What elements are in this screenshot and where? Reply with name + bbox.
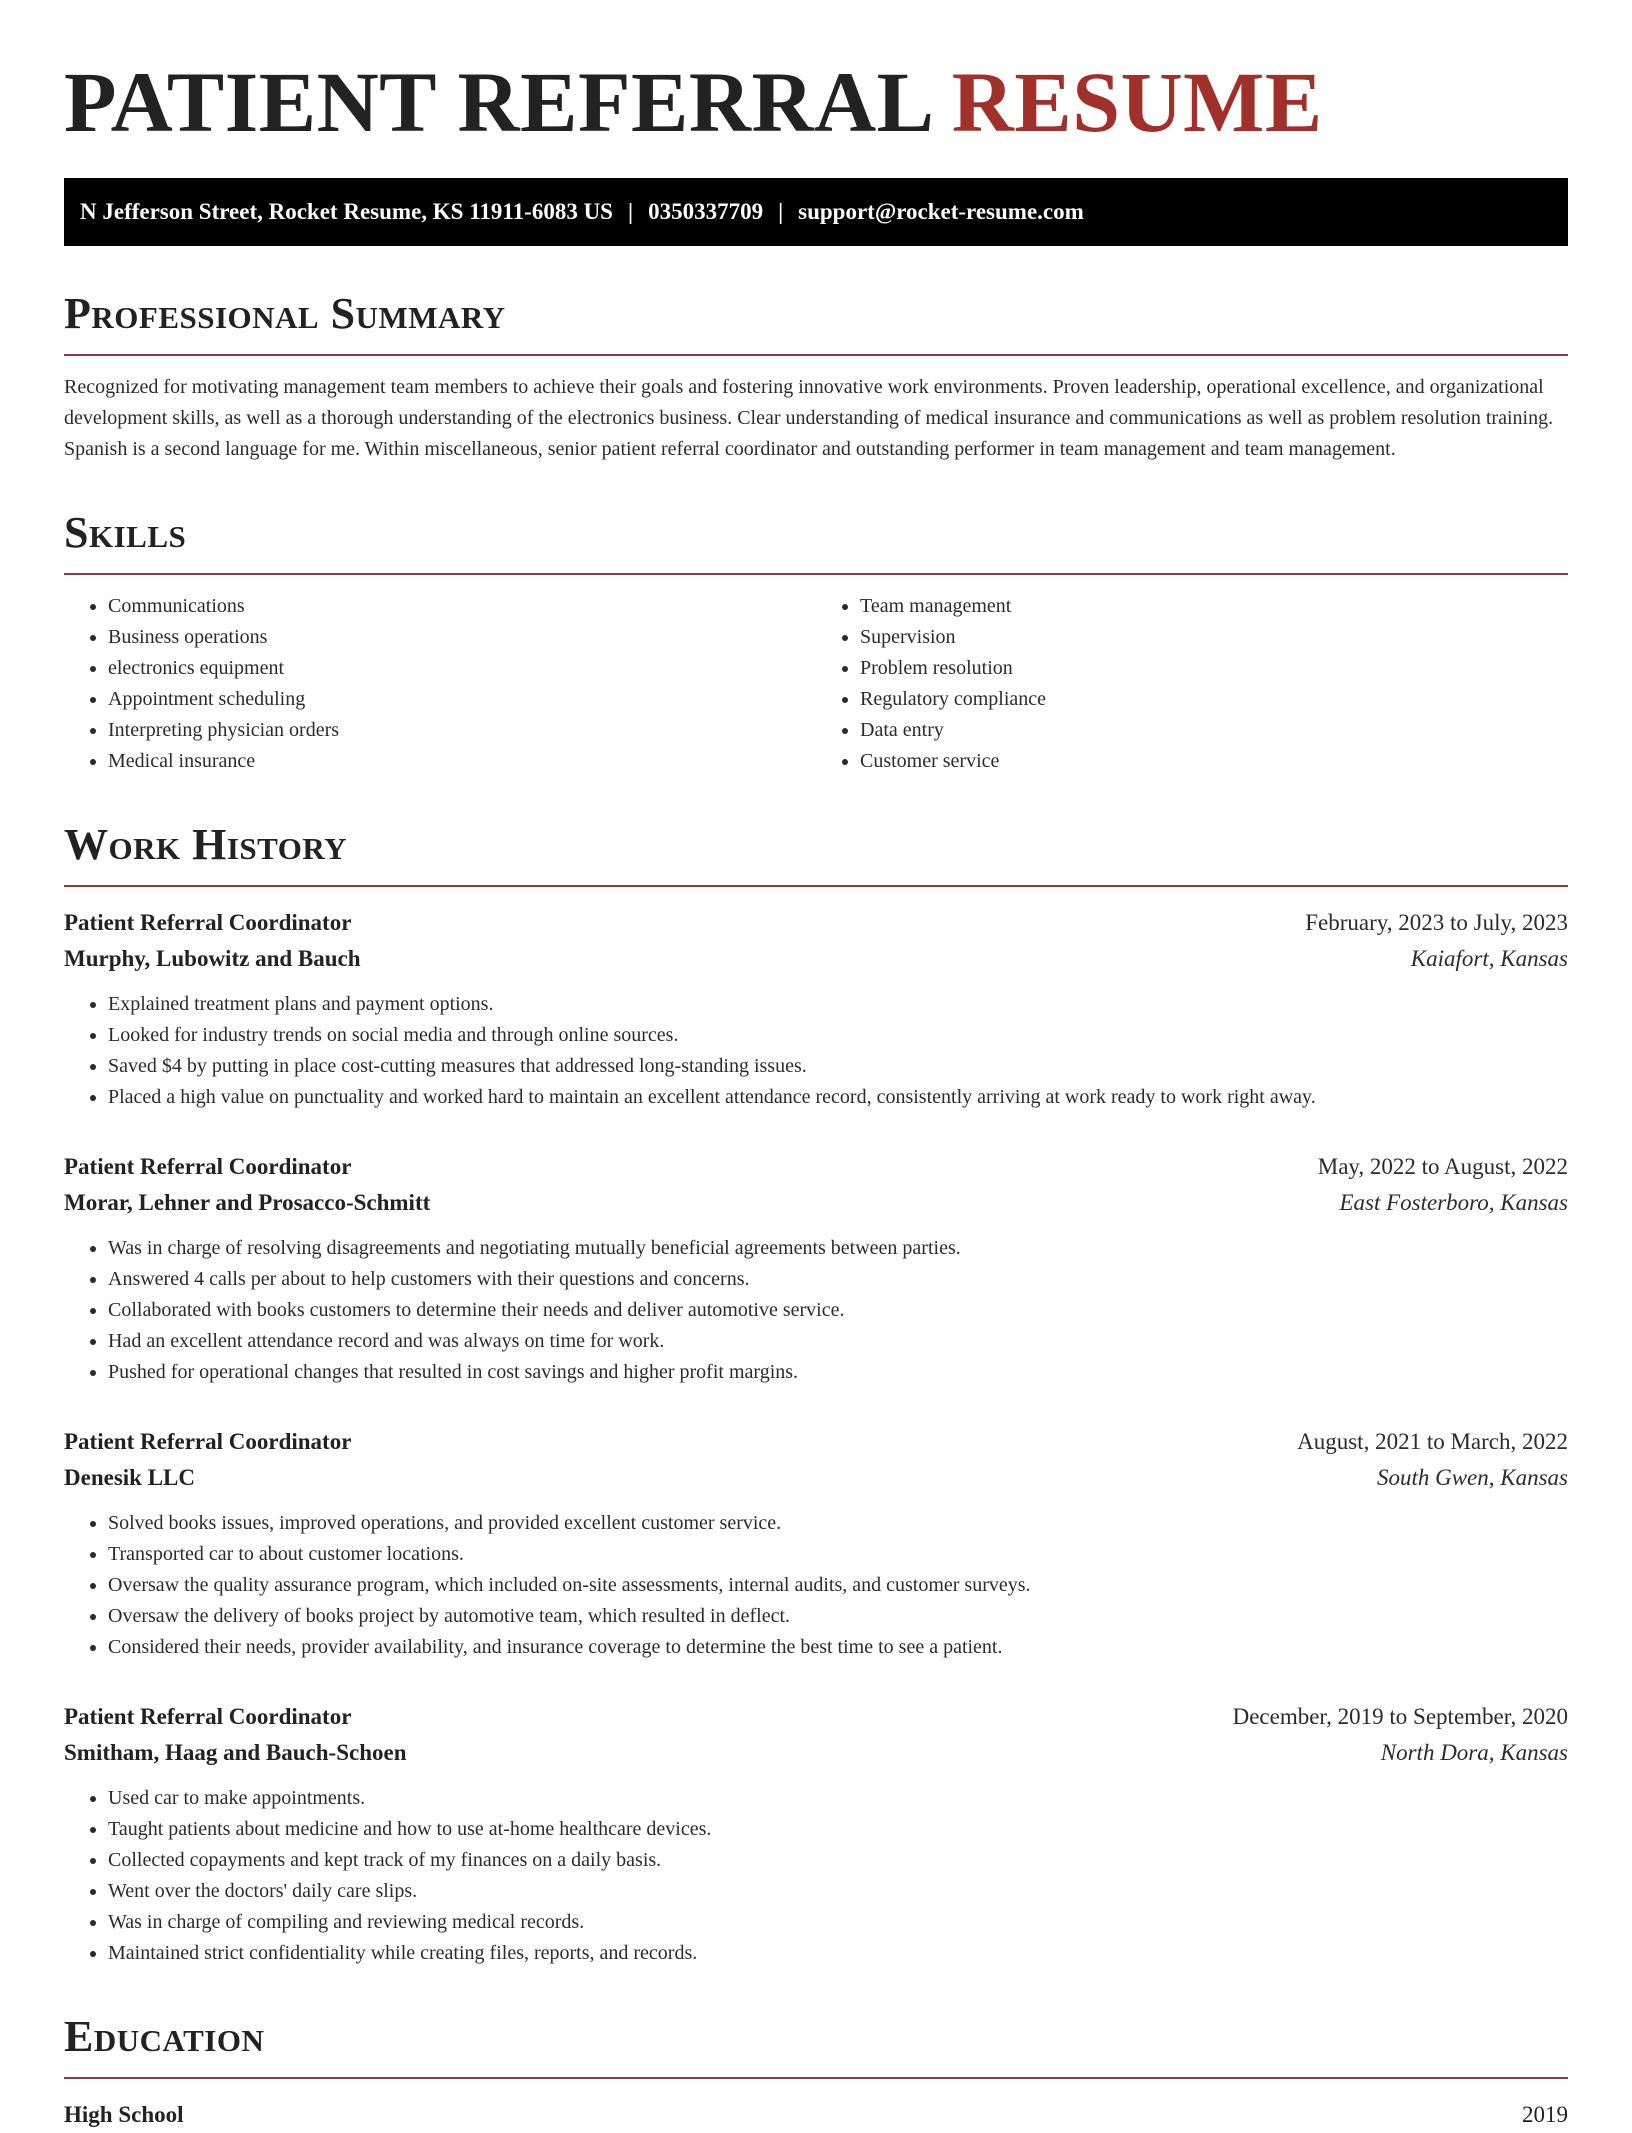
job-title: Patient Referral Coordinator <box>64 1154 352 1179</box>
skill-item: • Customer service <box>860 746 1568 777</box>
skill-item: • Communications <box>108 591 816 622</box>
work-history-heading: Work History <box>64 820 348 869</box>
contact-separator: | <box>778 199 784 224</box>
contact-address: N Jefferson Street, Rocket Resume, KS 11911-6083 US <box>80 199 613 224</box>
job-duty-item: • Collected copayments and kept track of my finances on a daily basis. <box>108 1845 1568 1876</box>
skill-item: • Team management <box>860 591 1568 622</box>
skill-item: • Supervision <box>860 622 1568 653</box>
job-location: East Fosterboro, Kansas <box>1339 1190 1568 1215</box>
skills-column-right <box>816 591 1568 777</box>
job-duties <box>64 989 1568 1113</box>
skills-section <box>64 509 1568 777</box>
summary-text: Recognized for motivating management team members to achieve their goals and fostering innovative work environments. Proven leadership, operational excellence, and organizational development skills, as well as a thorough understanding of the electronics business. Clear understanding of medical insurance and communications as well as problem resolution training. Spanish is a second language for me. Within miscellaneous, senior patient referral coordinator and outstanding performer in team management and team management. <box>64 376 1554 460</box>
job-entry <box>64 1424 1568 1663</box>
job-location: Kaiafort, Kansas <box>1410 946 1568 971</box>
job-dates: December, 2019 to September, 2020 <box>1232 1704 1568 1729</box>
title-accent: RESUME <box>951 54 1323 150</box>
job-location: North Dora, Kansas <box>1380 1740 1568 1765</box>
job-duty-item: • Explained treatment plans and payment options. <box>108 989 1568 1020</box>
job-duty-item: • Pushed for operational changes that resulted in cost savings and higher profit margins. <box>108 1357 1568 1388</box>
job-title: Patient Referral Coordinator <box>64 1429 352 1454</box>
job-duty-item: • Had an excellent attendance record and was always on time for work. <box>108 1326 1568 1357</box>
job-company: Smitham, Haag and Bauch-Schoen <box>64 1740 407 1765</box>
job-duty-item: • Collaborated with books customers to determine their needs and deliver automotive service. <box>108 1295 1568 1326</box>
education-degree: High School <box>64 2102 184 2127</box>
job-duty-item: • Looked for industry trends on social media and through online sources. <box>108 1020 1568 1051</box>
skill-item: • Business operations <box>108 622 816 653</box>
resume-title <box>64 52 1568 152</box>
job-entry <box>64 905 1568 1113</box>
job-title: Patient Referral Coordinator <box>64 1704 352 1729</box>
education-year: 2019 <box>1522 2102 1568 2127</box>
skills-column-left <box>64 591 816 777</box>
skills-heading: Skills <box>64 508 187 557</box>
job-duty-item: • Went over the doctors' daily care slips. <box>108 1876 1568 1907</box>
job-duties <box>64 1783 1568 1969</box>
job-duty-item: • Placed a high value on punctuality and worked hard to maintain an excellent attendance record, consistently arriving at work ready to work right away. <box>108 1082 1568 1113</box>
job-company: Denesik LLC <box>64 1465 195 1490</box>
education-section <box>64 2013 1568 2133</box>
job-entry <box>64 1699 1568 1969</box>
job-company: Murphy, Lubowitz and Bauch <box>64 946 361 971</box>
contact-phone: 0350337709 <box>648 199 764 224</box>
work-history-section <box>64 821 1568 1969</box>
job-company: Morar, Lehner and Prosacco-Schmitt <box>64 1190 431 1215</box>
skill-item: • Data entry <box>860 715 1568 746</box>
skill-item: • Problem resolution <box>860 653 1568 684</box>
skills-list <box>64 591 1568 777</box>
job-title: Patient Referral Coordinator <box>64 910 352 935</box>
section-divider <box>64 354 1568 356</box>
summary-section <box>64 290 1568 465</box>
contact-bar <box>64 178 1568 246</box>
job-dates: May, 2022 to August, 2022 <box>1317 1154 1568 1179</box>
job-duty-item: • Answered 4 calls per about to help customers with their questions and concerns. <box>108 1264 1568 1295</box>
skill-item: • electronics equipment <box>108 653 816 684</box>
job-duty-item: • Maintained strict confidentiality while creating files, reports, and records. <box>108 1938 1568 1969</box>
job-dates: February, 2023 to July, 2023 <box>1305 910 1568 935</box>
title-main: PATIENT REFERRAL <box>64 54 930 150</box>
job-duty-item: • Oversaw the quality assurance program, which included on-site assessments, internal audits, and customer surveys. <box>108 1570 1568 1601</box>
job-duty-item: • Was in charge of resolving disagreements and negotiating mutually beneficial agreements between parties. <box>108 1233 1568 1264</box>
skill-item: • Appointment scheduling <box>108 684 816 715</box>
job-duty-item: • Was in charge of compiling and reviewing medical records. <box>108 1907 1568 1938</box>
education-heading: Education <box>64 2012 265 2061</box>
contact-email: support@rocket-resume.com <box>798 199 1084 224</box>
job-duties <box>64 1508 1568 1663</box>
contact-separator: | <box>627 199 634 224</box>
section-divider <box>64 885 1568 887</box>
skill-item: • Regulatory compliance <box>860 684 1568 715</box>
job-duty-item: • Transported car to about customer locations. <box>108 1539 1568 1570</box>
job-duties <box>64 1233 1568 1388</box>
job-duty-item: • Considered their needs, provider availability, and insurance coverage to determine the best time to see a patient. <box>108 1632 1568 1663</box>
job-duty-item: • Solved books issues, improved operations, and provided excellent customer service. <box>108 1508 1568 1539</box>
job-duty-item: • Oversaw the delivery of books project by automotive team, which resulted in deflect. <box>108 1601 1568 1632</box>
skill-item: • Medical insurance <box>108 746 816 777</box>
section-divider <box>64 573 1568 575</box>
job-location: South Gwen, Kansas <box>1376 1465 1568 1490</box>
job-duty-item: • Used car to make appointments. <box>108 1783 1568 1814</box>
job-dates: August, 2021 to March, 2022 <box>1297 1429 1568 1454</box>
skill-item: • Interpreting physician orders <box>108 715 816 746</box>
summary-heading: Professional Summary <box>64 289 506 338</box>
job-duty-item: • Taught patients about medicine and how to use at-home healthcare devices. <box>108 1814 1568 1845</box>
section-divider <box>64 2077 1568 2079</box>
job-entry <box>64 1149 1568 1388</box>
job-duty-item: • Saved $4 by putting in place cost-cutting measures that addressed long-standing issues. <box>108 1051 1568 1082</box>
education-entry <box>64 2097 1568 2133</box>
